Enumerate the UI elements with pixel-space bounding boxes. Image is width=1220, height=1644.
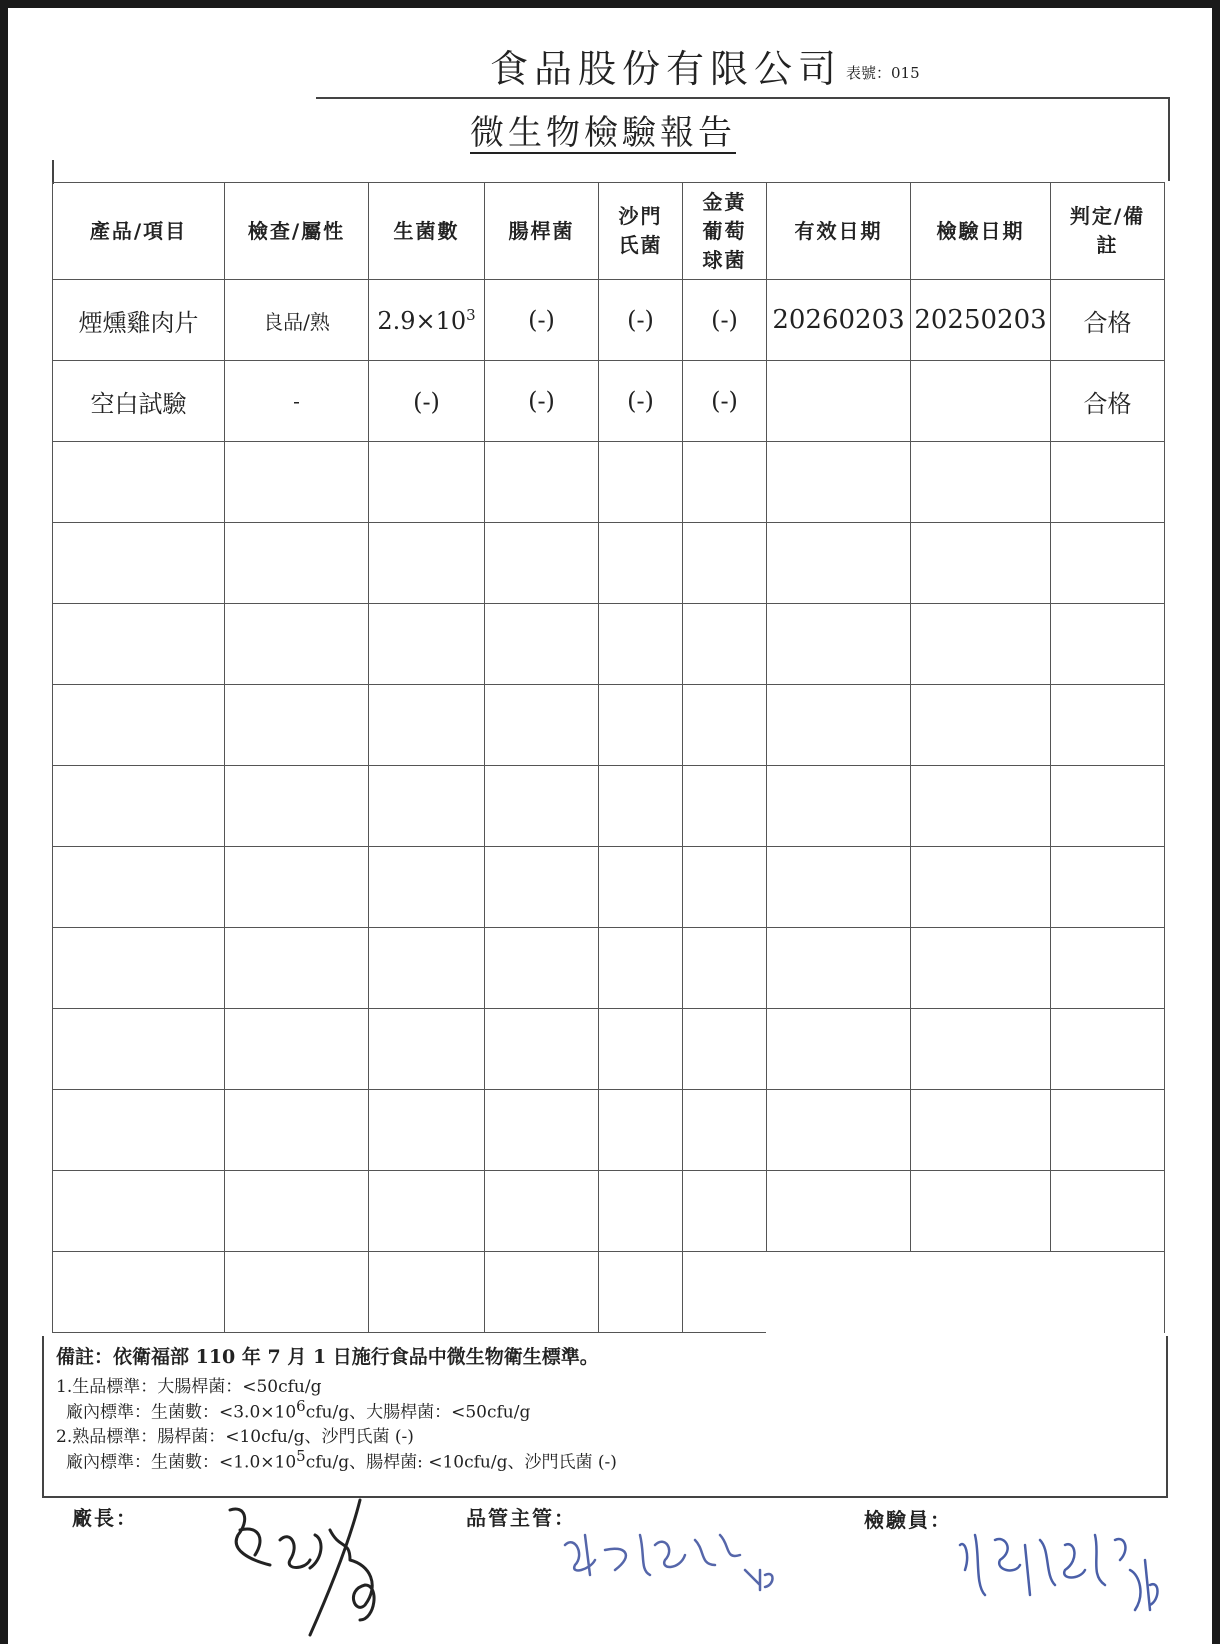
empty-cell: [911, 928, 1051, 1009]
empty-cell: [911, 523, 1051, 604]
empty-cell: [1051, 442, 1165, 523]
empty-cell: [1051, 1009, 1165, 1090]
empty-cell: [683, 604, 767, 685]
notes-line-2: [66, 1397, 530, 1423]
empty-cell: [767, 604, 911, 685]
cell-count: [369, 361, 485, 442]
empty-cell: [53, 847, 225, 928]
col-header: 產品/項目: [53, 183, 225, 280]
title-left-rule: [52, 160, 54, 184]
empty-cell: [53, 442, 225, 523]
empty-table-row: [53, 766, 1165, 847]
empty-cell: [911, 766, 1051, 847]
notes-line-2-b: cfu/g、大腸桿菌：<50cfu/g: [305, 1402, 531, 1423]
empty-cell: [599, 523, 683, 604]
empty-table-row: [53, 523, 1165, 604]
empty-cell: [225, 928, 369, 1009]
cell-expiry: [767, 361, 911, 442]
cell-staph: (-): [683, 361, 767, 442]
col-header: 有效日期: [767, 183, 911, 280]
empty-cell: [369, 685, 485, 766]
empty-cell: [485, 604, 599, 685]
inspector-signature: [950, 1515, 1160, 1625]
empty-cell: [369, 1252, 485, 1333]
empty-cell: [911, 1009, 1051, 1090]
cell-test-date: [911, 361, 1051, 442]
cell-count: [369, 280, 485, 361]
table-row: [53, 280, 1165, 361]
col-header: 金黃 葡萄 球菌: [683, 183, 767, 280]
empty-cell: [53, 523, 225, 604]
empty-cell: [911, 847, 1051, 928]
empty-cell: [683, 847, 767, 928]
cell-result: 合格: [1051, 280, 1165, 361]
cell-attribute: 良品/熟: [225, 280, 369, 361]
empty-cell: [53, 1090, 225, 1171]
plant-manager-label: 廠長：: [72, 1506, 138, 1530]
scan-edge-right: [1212, 0, 1220, 1644]
empty-cell: [767, 766, 911, 847]
notes-line-3: 2.熟品標準：腸桿菌：<10cfu/g、沙門氏菌 (-): [56, 1427, 414, 1447]
empty-cell: [599, 766, 683, 847]
empty-cell: [485, 442, 599, 523]
scan-edge-top: [0, 0, 1220, 8]
empty-cell: [369, 847, 485, 928]
empty-cell: [485, 1009, 599, 1090]
col-header: 判定/備 註: [1051, 183, 1165, 280]
empty-cell: [225, 1171, 369, 1252]
empty-cell: [225, 685, 369, 766]
empty-cell: [225, 766, 369, 847]
empty-cell: [599, 847, 683, 928]
empty-cell: [599, 928, 683, 1009]
cell-result: 合格: [1051, 361, 1165, 442]
empty-cell: [683, 442, 767, 523]
empty-cell: [225, 523, 369, 604]
empty-cell: [767, 1009, 911, 1090]
cell-test-date: 20250203: [911, 280, 1051, 361]
empty-cell: [225, 1252, 369, 1333]
notes-section: [42, 1336, 1168, 1498]
empty-table-row: [53, 928, 1165, 1009]
empty-cell: [1051, 523, 1165, 604]
empty-cell: [53, 1009, 225, 1090]
notes-line-4-a: 廠內標準：生菌數：<1.0×10: [66, 1452, 297, 1473]
empty-cell: [1051, 1171, 1165, 1252]
cell-product: 空白試驗: [53, 361, 225, 442]
empty-cell: [485, 1090, 599, 1171]
empty-cell: [767, 928, 911, 1009]
notes-line-4-b: cfu/g、腸桿菌: <10cfu/g、沙門氏菌 (-): [305, 1452, 617, 1473]
cell-enterobacteria: (-): [485, 280, 599, 361]
empty-cell: [485, 766, 599, 847]
empty-cell: [53, 928, 225, 1009]
notes-line-4: [66, 1447, 617, 1473]
company-name: 食品股份有限公司: [490, 47, 843, 91]
cell-staph: (-): [683, 280, 767, 361]
empty-cell: [599, 1252, 683, 1333]
scan-edge-left: [0, 0, 8, 1644]
plant-manager-signature: [210, 1490, 400, 1640]
empty-cell: [225, 442, 369, 523]
empty-cell: [767, 685, 911, 766]
col-header: 檢查/屬性: [225, 183, 369, 280]
empty-table-row: [53, 442, 1165, 523]
col-header: 沙門 氏菌: [599, 183, 683, 280]
empty-cell: [683, 523, 767, 604]
empty-cell: [911, 1090, 1051, 1171]
empty-cell: [683, 1090, 767, 1171]
empty-cell: [599, 1171, 683, 1252]
report-title: 微生物檢驗報告: [470, 113, 736, 153]
empty-table-row: [53, 1171, 1165, 1252]
title-right-rule: [1168, 97, 1170, 181]
results-table: [52, 182, 1165, 1333]
empty-cell: [767, 1171, 911, 1252]
cell-enterobacteria: (-): [485, 361, 599, 442]
empty-cell: [599, 685, 683, 766]
empty-cell: [767, 523, 911, 604]
notes-line-2-exp: 6: [296, 1397, 306, 1415]
empty-cell: [225, 604, 369, 685]
col-header: 生菌數: [369, 183, 485, 280]
empty-cell: [767, 1090, 911, 1171]
empty-table-row: [53, 1009, 1165, 1090]
form-number: 表號：015: [846, 64, 920, 82]
empty-cell: [53, 604, 225, 685]
empty-cell: [911, 604, 1051, 685]
count-base: 2.9×10: [377, 306, 467, 335]
empty-cell: [911, 685, 1051, 766]
empty-cell: [485, 1171, 599, 1252]
empty-cell: [369, 1009, 485, 1090]
qc-supervisor-signature: [555, 1515, 785, 1595]
empty-cell: [1051, 766, 1165, 847]
empty-cell: [53, 766, 225, 847]
empty-cell: [369, 1171, 485, 1252]
empty-cell: [369, 442, 485, 523]
empty-cell: [1051, 604, 1165, 685]
empty-cell: [683, 928, 767, 1009]
empty-cell: [683, 1252, 767, 1333]
col-header: 檢驗日期: [911, 183, 1051, 280]
empty-cell: [1051, 1090, 1165, 1171]
empty-cell: [53, 1171, 225, 1252]
table-header-row: [53, 183, 1165, 280]
correction-whiteout: [766, 1252, 1164, 1336]
empty-cell: [369, 928, 485, 1009]
empty-cell: [911, 1171, 1051, 1252]
empty-cell: [369, 1090, 485, 1171]
empty-cell: [1051, 928, 1165, 1009]
empty-cell: [369, 523, 485, 604]
empty-cell: [767, 442, 911, 523]
empty-cell: [369, 604, 485, 685]
cell-attribute: -: [225, 361, 369, 442]
empty-cell: [225, 1009, 369, 1090]
empty-table-row: [53, 847, 1165, 928]
col-header: 腸桿菌: [485, 183, 599, 280]
title-top-rule: [316, 97, 1170, 99]
empty-cell: [683, 1009, 767, 1090]
notes-line-1: 1.生品標準：大腸桿菌：<50cfu/g: [56, 1377, 322, 1397]
empty-cell: [225, 1090, 369, 1171]
empty-cell: [1051, 847, 1165, 928]
empty-table-row: [53, 685, 1165, 766]
cell-product: 煙燻雞肉片: [53, 280, 225, 361]
empty-table-row: [53, 604, 1165, 685]
empty-cell: [53, 1252, 225, 1333]
cell-salmonella: (-): [599, 280, 683, 361]
cell-salmonella: (-): [599, 361, 683, 442]
empty-cell: [225, 847, 369, 928]
inspector-label: 檢驗員：: [864, 1508, 952, 1532]
empty-cell: [767, 847, 911, 928]
notes-line-2-a: 廠內標準：生菌數：<3.0×10: [66, 1402, 297, 1423]
notes-line-4-exp: 5: [296, 1447, 306, 1465]
empty-cell: [369, 766, 485, 847]
qc-supervisor-label: 品管主管：: [466, 1506, 576, 1530]
notes-remark: 備註：依衛福部 110 年 7 月 1 日施行食品中微生物衛生標準。: [56, 1346, 599, 1368]
empty-cell: [599, 1009, 683, 1090]
table-row: [53, 361, 1165, 442]
empty-cell: [485, 847, 599, 928]
empty-cell: [53, 685, 225, 766]
paper-top-strip: [270, 14, 490, 28]
empty-cell: [683, 766, 767, 847]
cell-expiry: 20260203: [767, 280, 911, 361]
empty-table-row: [53, 1090, 1165, 1171]
count-base: (-): [413, 387, 440, 416]
empty-cell: [485, 685, 599, 766]
empty-cell: [485, 1252, 599, 1333]
empty-cell: [485, 523, 599, 604]
empty-cell: [683, 685, 767, 766]
empty-cell: [1051, 685, 1165, 766]
empty-cell: [599, 604, 683, 685]
empty-cell: [911, 442, 1051, 523]
empty-cell: [485, 928, 599, 1009]
empty-cell: [599, 1090, 683, 1171]
empty-cell: [683, 1171, 767, 1252]
empty-cell: [599, 442, 683, 523]
count-exponent: 3: [466, 305, 476, 324]
